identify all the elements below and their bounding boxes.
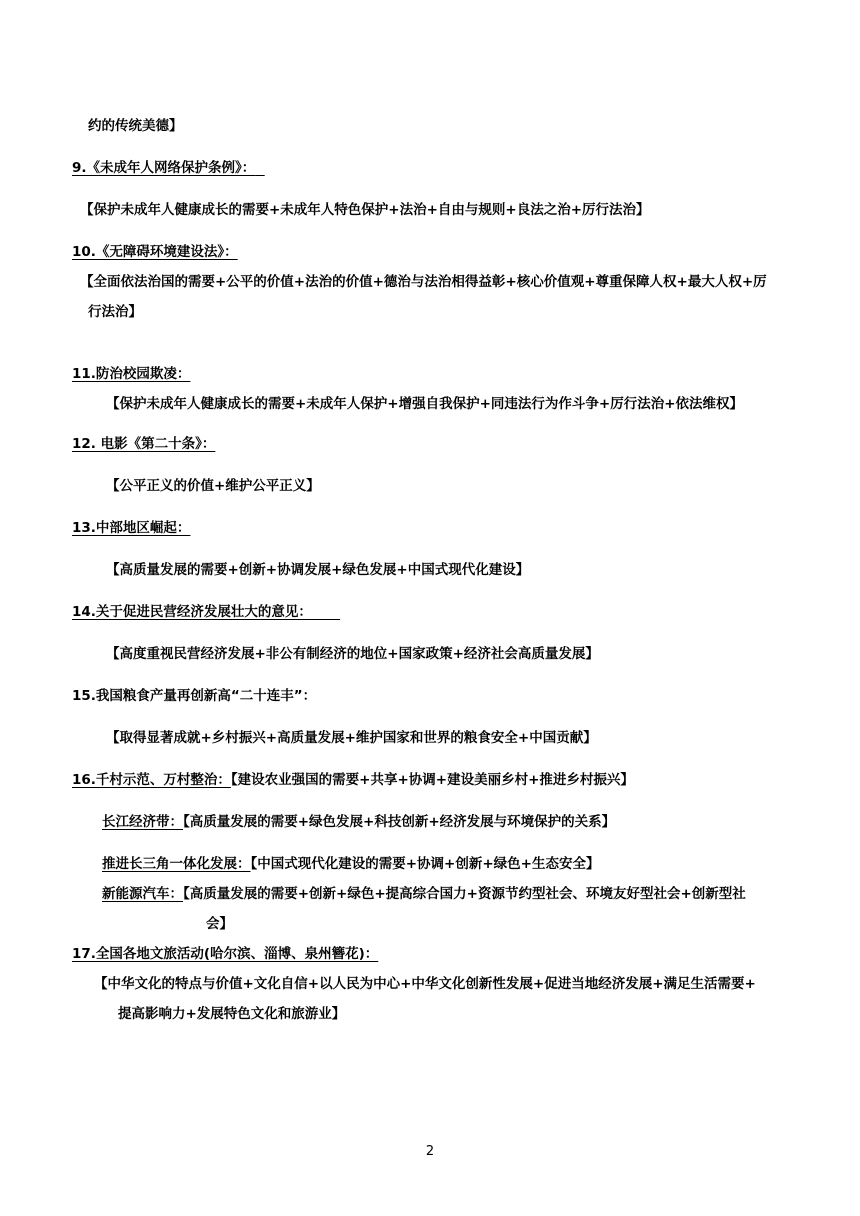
page-number: 2 [425,1144,435,1159]
item-13-heading: 13.中部地区崛起： [72,520,191,536]
item-12-heading: 12. 电影《第二十条》： [72,436,216,452]
item-12-points: 【公平正义的价值+维护公平正义】 [106,478,320,494]
item-11-points: 【保护未成年人健康成长的需要+未成年人保护+增强自我保护+同违法行为作斗争+厉行法治+依法维权】 [106,396,744,412]
item-17-points-line1: 【中华文化的特点与价值+文化自信+以人民为中心+中华文化创新性发展+促进当地经济发展+满足生活需要+ [94,976,756,992]
item-14-points: 【高度重视民营经济发展+非公有制经济的地位+国家政策+经济社会高质量发展】 [106,646,599,662]
item-10-points-line2: 行法治】 [88,304,142,320]
item-11-heading: 11.防治校园欺凌： [72,366,191,382]
item-13-points: 【高质量发展的需要+创新+协调发展+绿色发展+中国式现代化建设】 [106,562,530,578]
subitem-nev: 新能源汽车：【高质量发展的需要+创新+绿色+提高综合国力+资源节约型社会、环境友好型社会+创新型社 [102,886,746,902]
item-17-points-line2: 提高影响力+发展特色文化和旅游业】 [118,1006,346,1022]
subitem-changjiang: 长江经济带：【高质量发展的需要+绿色发展+科技创新+经济发展与环境保护的关系】 [102,814,616,830]
item-9-heading: 9.《未成年人网络保护条例》： [72,160,256,176]
item-15-heading: 15.我国粮食产量再创新高“二十连丰”： [72,688,317,704]
item-14-heading: 14.关于促进民营经济发展壮大的意见： [72,604,312,620]
subitem-nev-line2: 会】 [206,916,233,932]
item-15-points: 【取得显著成就+乡村振兴+高质量发展+维护国家和世界的粮食安全+中国贡献】 [106,730,597,746]
subitem-changsanjiao: 推进长三角一体化发展：【中国式现代化建设的需要+协调+创新+绿色+生态安全】 [102,856,600,872]
item-17-heading: 17.全国各地文旅活动(哈尔滨、淄博、泉州簪花)： [72,946,379,962]
continuation-text: 约的传统美德】 [88,118,183,134]
item-16-heading: 16.千村示范、万村整治：【建设农业强国的需要+共享+协调+建设美丽乡村+推进乡村振兴】 [72,772,634,788]
item-10-points-line1: 【全面依法治国的需要+公平的价值+法治的价值+德治与法治相得益彰+核心价值观+尊重保障人权+最大人权+厉 [80,274,767,290]
item-10-heading: 10.《无障碍环境建设法》： [72,244,238,260]
item-9-points: 【保护未成年人健康成长的需要+未成年人特色保护+法治+自由与规则+良法之治+厉行法治】 [80,202,650,218]
